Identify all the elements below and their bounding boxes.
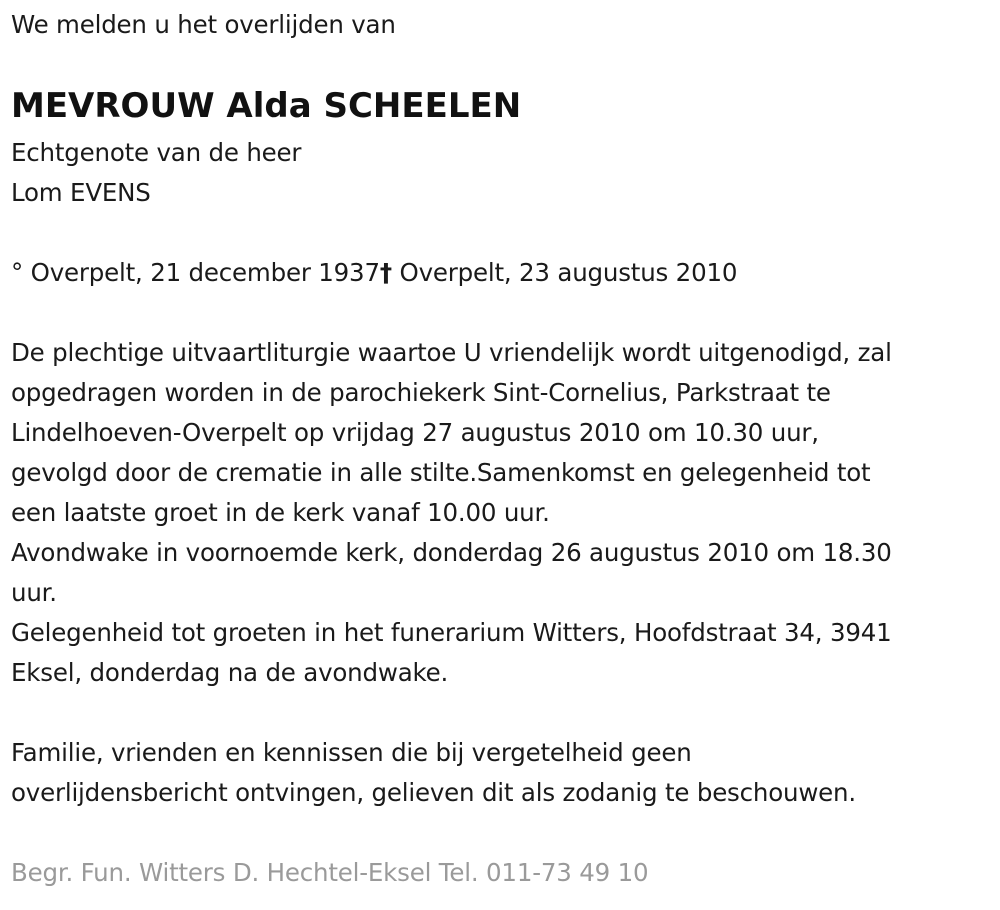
closing-line: overlijdensbericht ontvingen, gelieven dit als zodanig te beschouwen.	[11, 778, 856, 807]
vigil-line: Avondwake in voornoemde kerk, donderdag 26 augustus 2010 om 18.30	[11, 538, 892, 567]
visitation-line: Gelegenheid tot groeten in het funerarium Witters, Hoofdstraat 34, 3941	[11, 618, 892, 647]
life-dates	[11, 253, 737, 293]
ceremony-line: Lindelhoeven-Overpelt op vrijdag 27 augustus 2010 om 10.30 uur,	[11, 418, 819, 447]
birth-symbol: °	[11, 258, 24, 287]
ceremony-line: De plechtige uitvaartliturgie waartoe U vriendelijk wordt uitgenodigd, zal	[11, 338, 892, 367]
ceremony-details	[11, 333, 892, 693]
deceased-name: MEVROUW Alda SCHEELEN	[11, 86, 522, 126]
closing-line: Familie, vrienden en kennissen die bij vergetelheid geen	[11, 738, 692, 767]
intro-text: We melden u het overlijden van	[11, 10, 396, 39]
funeral-home-footer: Begr. Fun. Witters D. Hechtel-Eksel Tel. 011-73 49 10	[11, 858, 649, 887]
spouse-line-2: Lom EVENS	[11, 178, 151, 207]
closing-note	[11, 733, 856, 813]
death-date: Overpelt, 23 augustus 2010	[399, 258, 738, 287]
ceremony-line: een laatste groet in de kerk vanaf 10.00 uur.	[11, 498, 550, 527]
cross-icon: †	[379, 258, 392, 287]
visitation-line: Eksel, donderdag na de avondwake.	[11, 658, 449, 687]
spouse-line-1: Echtgenote van de heer	[11, 138, 302, 167]
vigil-line: uur.	[11, 578, 57, 607]
birth-date: Overpelt, 21 december 1937	[30, 258, 380, 287]
ceremony-line: opgedragen worden in de parochiekerk Sint-Cornelius, Parkstraat te	[11, 378, 831, 407]
ceremony-line: gevolgd door de crematie in alle stilte.Samenkomst en gelegenheid tot	[11, 458, 871, 487]
spouse-info	[11, 133, 301, 213]
